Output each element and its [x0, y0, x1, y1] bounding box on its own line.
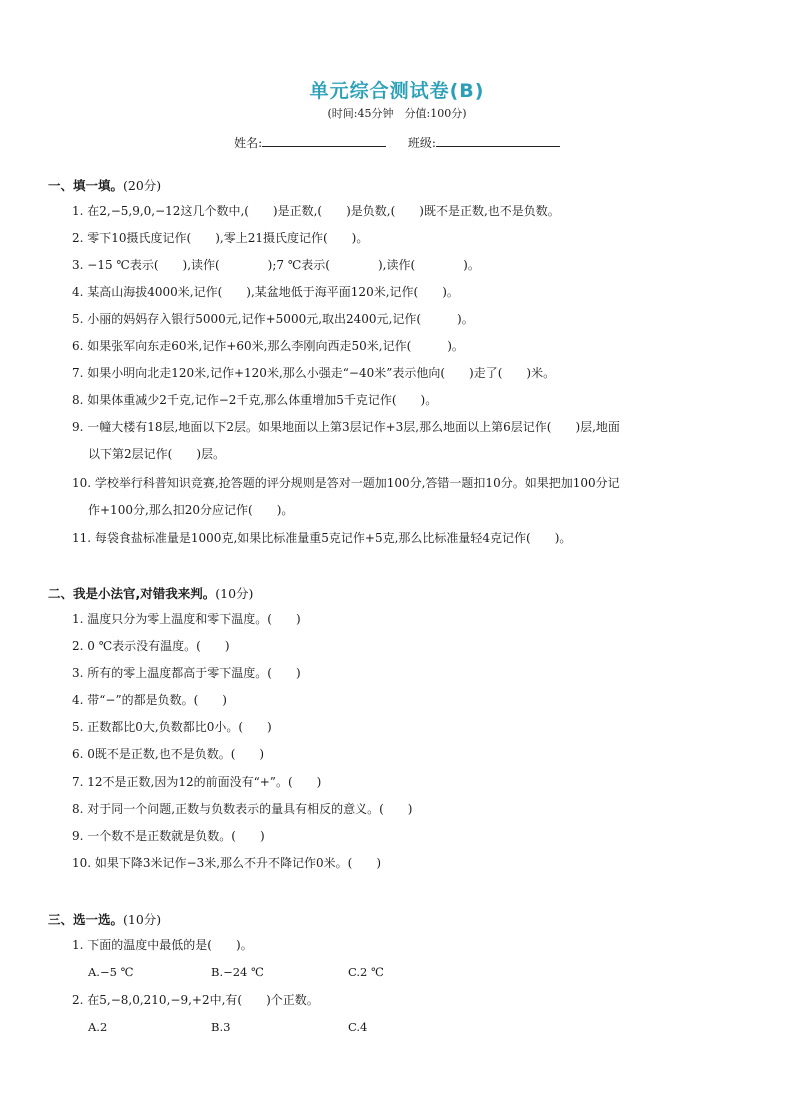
question-3-1: 1. 下面的温度中最低的是( )。	[72, 938, 253, 952]
question-1-3: 3. −15 ℃表示( ),读作( );7 ℃表示( ),读作( )。	[72, 258, 480, 272]
name-blank[interactable]	[262, 134, 386, 147]
question-1-7: 7. 如果小明向北走120米,记作+120米,那么小强走“−40米”表示他向( )走了( )米。	[72, 366, 556, 380]
question-2-4: 4. 带“−”的都是负数。( )	[72, 693, 227, 707]
question-3-1-option-c[interactable]: C.2 ℃	[348, 965, 384, 979]
section-3-title: 三、选一选。(10分)	[48, 912, 162, 927]
question-1-9-line-1: 9. 一幢大楼有18层,地面以下2层。如果地面以上第3层记作+3层,那么地面以上第6层记作( )层,地面	[72, 420, 620, 434]
question-1-10-line-1: 10. 学校举行科普知识竞赛,抢答题的评分规则是答对一题加100分,答错一题扣10分。如果把加100分记	[72, 476, 620, 490]
question-1-5: 5. 小丽的妈妈存入银行5000元,记作+5000元,取出2400元,记作( )。	[72, 312, 474, 326]
name-label: 姓名:	[234, 136, 263, 150]
question-1-2: 2. 零下10摄氏度记作( ),零上21摄氏度记作( )。	[72, 231, 369, 245]
question-3-2-option-b[interactable]: B.3	[211, 1020, 231, 1034]
question-2-7: 7. 12不是正数,因为12的前面没有“+”。( )	[72, 775, 322, 789]
question-2-6: 6. 0既不是正数,也不是负数。( )	[72, 747, 265, 761]
question-3-1-option-b[interactable]: B.−24 ℃	[211, 965, 264, 979]
question-2-9: 9. 一个数不是正数就是负数。( )	[72, 829, 265, 843]
question-3-2-option-c[interactable]: C.4	[348, 1020, 368, 1034]
question-1-4: 4. 某高山海拔4000米,记作( ),某盆地低于海平面120米,记作( )。	[72, 285, 459, 299]
question-2-10: 10. 如果下降3米记作−3米,那么不升不降记作0米。( )	[72, 856, 382, 870]
exam-time-and-score: (时间:45分钟 分值:100分)	[327, 107, 467, 120]
class-blank[interactable]	[436, 134, 560, 147]
page-title: 单元综合测试卷(B)	[309, 80, 485, 102]
question-2-5: 5. 正数都比0大,负数都比0小。( )	[72, 720, 272, 734]
section-2-title: 二、我是小法官,对错我来判。(10分)	[48, 586, 254, 601]
question-2-1: 1. 温度只分为零上温度和零下温度。( )	[72, 612, 301, 626]
question-2-3: 3. 所有的零上温度都高于零下温度。( )	[72, 666, 301, 680]
section-1-title: 一、填一填。(20分)	[48, 178, 162, 193]
question-1-6: 6. 如果张军向东走60米,记作+60米,那么李刚向西走50米,记作( )。	[72, 339, 464, 353]
question-1-8: 8. 如果体重减少2千克,记作−2千克,那么体重增加5千克记作( )。	[72, 393, 438, 407]
question-3-2: 2. 在5,−8,0,210,−9,+2中,有( )个正数。	[72, 993, 319, 1007]
question-1-9-line-2: 以下第2层记作( )层。	[88, 447, 225, 461]
student-info-row	[0, 134, 794, 151]
question-2-8: 8. 对于同一个问题,正数与负数表示的量具有相反的意义。( )	[72, 802, 413, 816]
question-1-10-line-2: 作+100分,那么扣20分应记作( )。	[88, 503, 294, 517]
question-3-2-option-a[interactable]: A.2	[88, 1020, 108, 1034]
question-1-11: 11. 每袋食盐标准量是1000克,如果比标准量重5克记作+5克,那么比标准量轻4克记作( )。	[72, 531, 572, 545]
question-3-1-option-a[interactable]: A.−5 ℃	[88, 965, 134, 979]
question-2-2: 2. 0 ℃表示没有温度。( )	[72, 639, 230, 653]
class-label: 班级:	[407, 136, 436, 150]
question-1-1: 1. 在2,−5,9,0,−12这几个数中,( )是正数,( )是负数,( )既不是正数,也不是负数。	[72, 204, 560, 218]
